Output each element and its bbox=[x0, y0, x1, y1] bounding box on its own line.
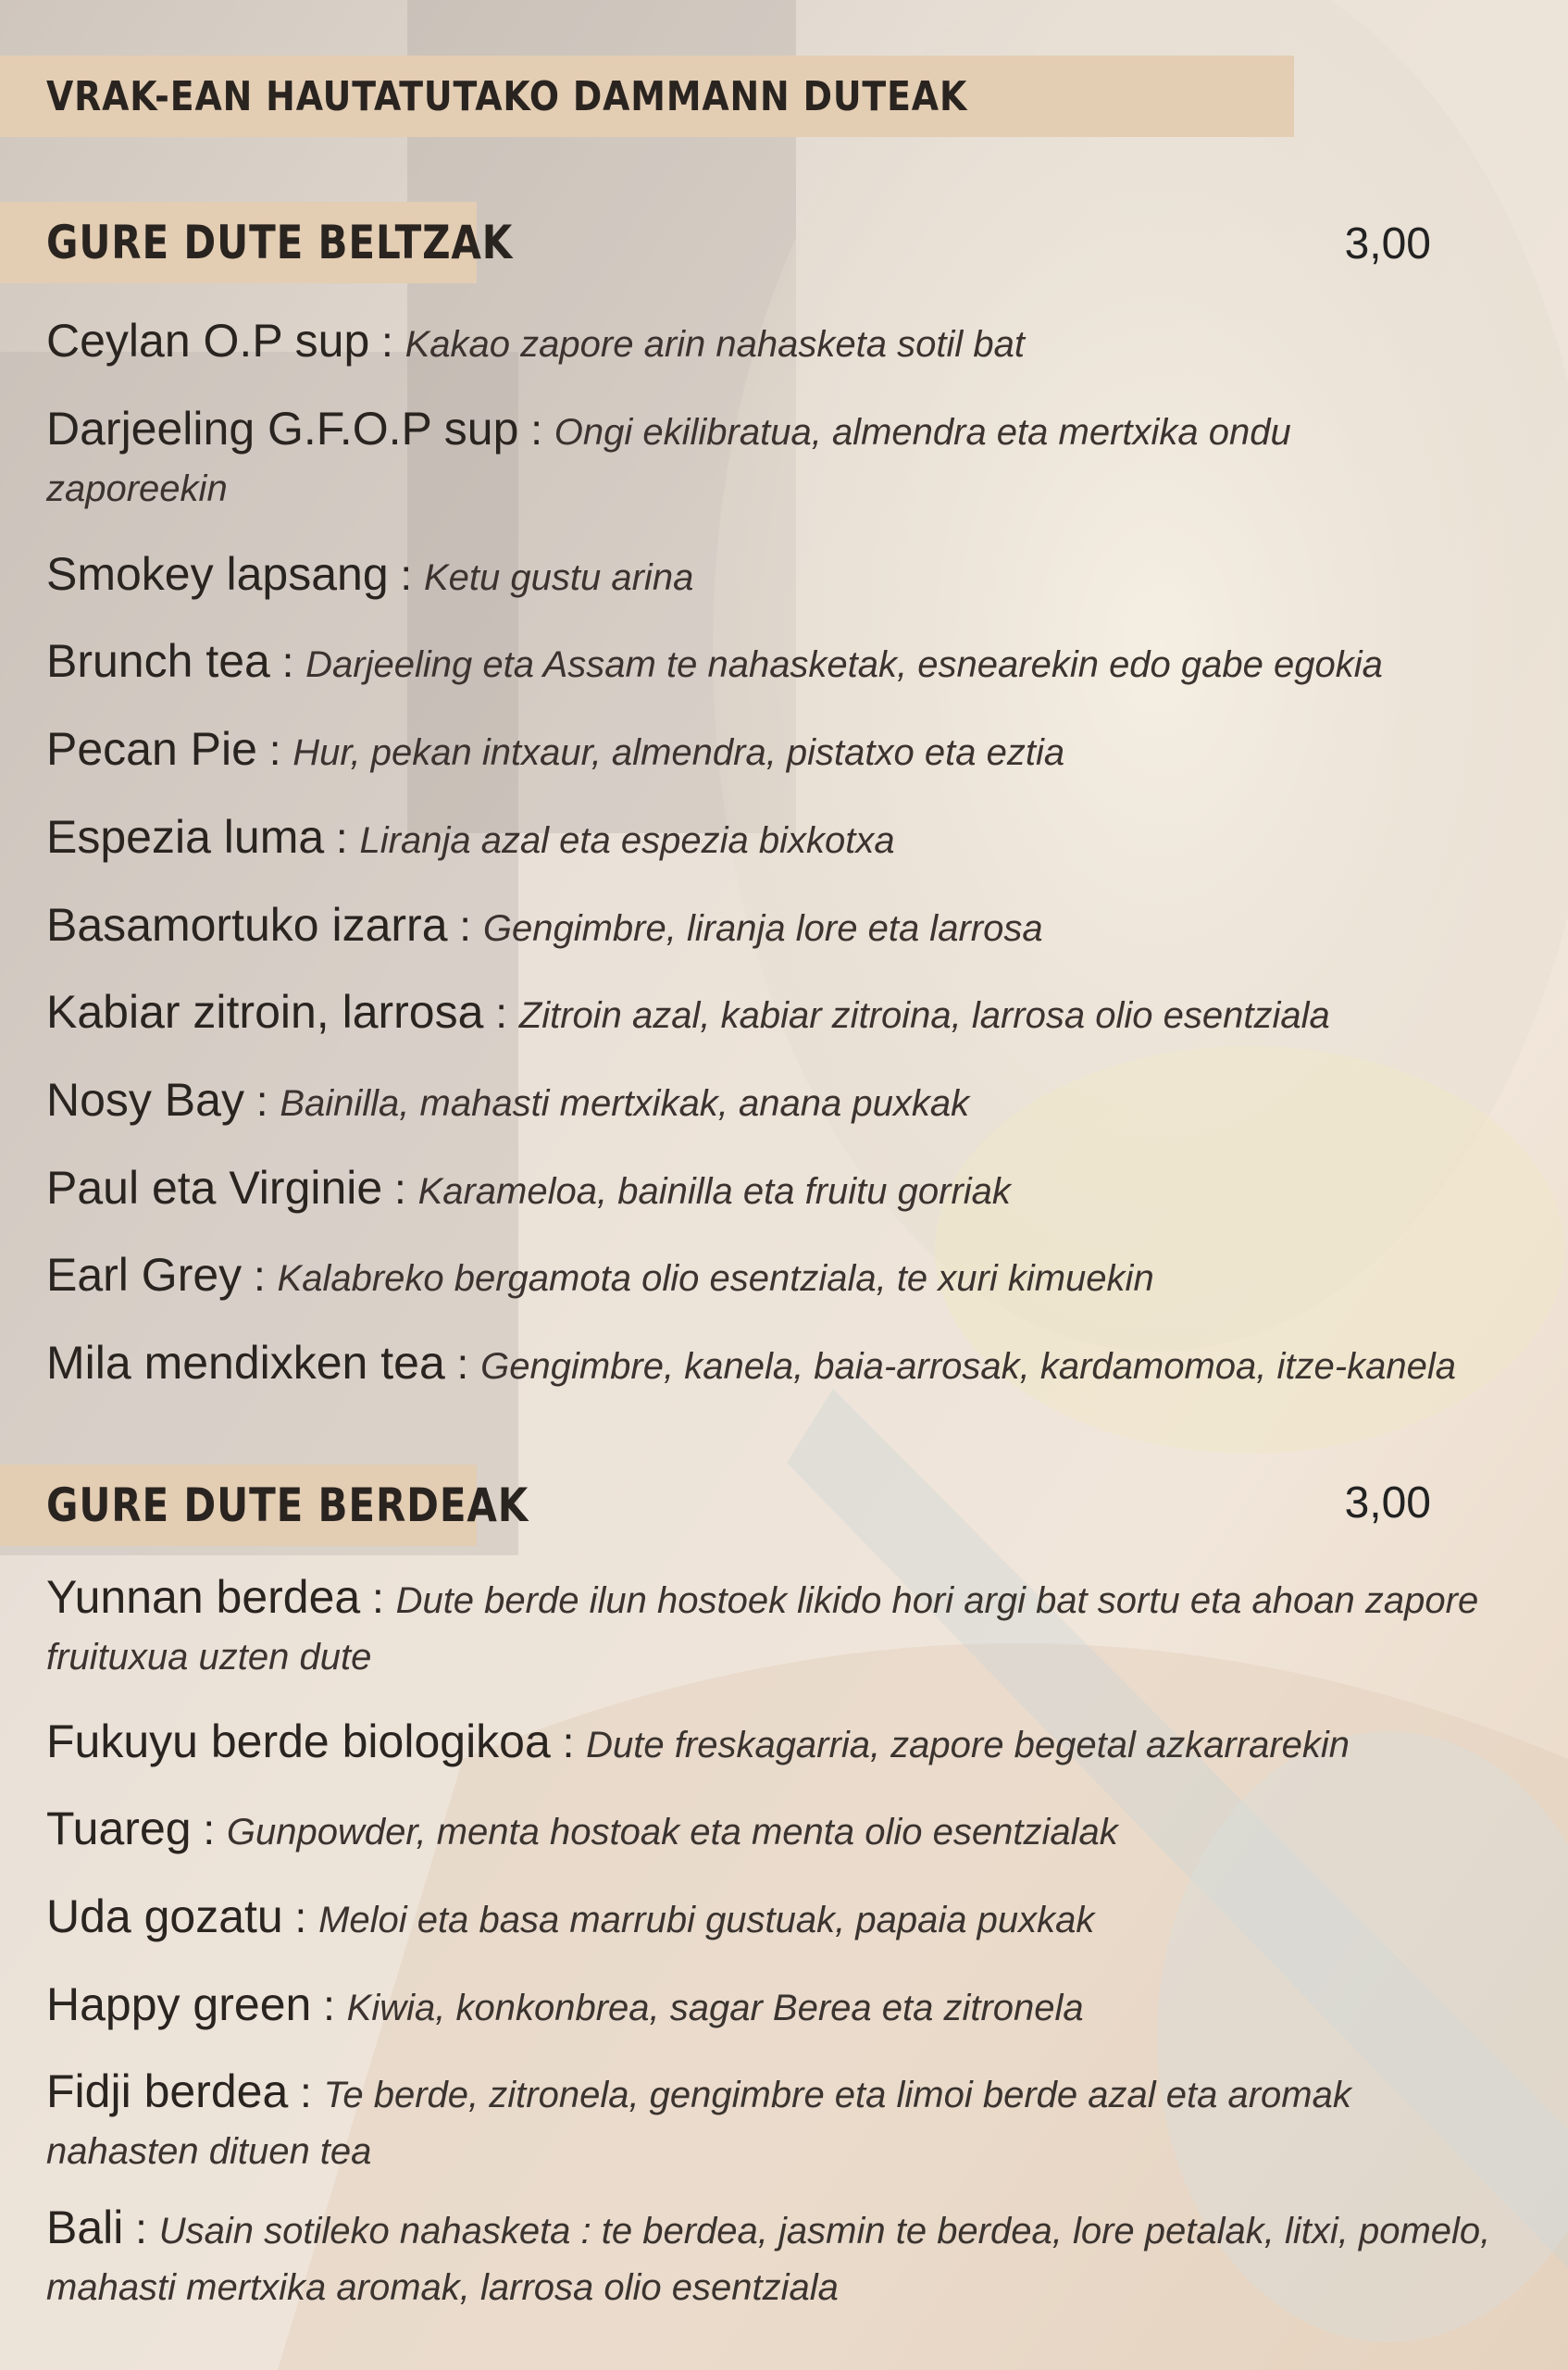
item-separator: : bbox=[447, 902, 483, 950]
item-name: Espezia luma bbox=[46, 811, 325, 863]
item-description: Karameloa, bainilla eta fruitu gorriak bbox=[417, 1171, 1011, 1212]
item-name: Fukuyu berde biologikoa bbox=[46, 1715, 551, 1767]
item-description: Darjeeling eta Assam te nahasketak, esnearekin edo gabe egokia bbox=[305, 644, 1383, 685]
item-description: Liranja azal eta espezia bixkotxa bbox=[359, 820, 895, 861]
item-name: Pecan Pie bbox=[46, 723, 257, 775]
menu-item bbox=[46, 1977, 1537, 2037]
item-separator: : bbox=[243, 1077, 280, 1125]
item-separator: : bbox=[288, 2068, 324, 2116]
section-price: 3,00 bbox=[1344, 1478, 1431, 1528]
menu-item bbox=[46, 313, 1537, 373]
item-description: Kakao zapore arin nahasketa sotil bat bbox=[404, 324, 1025, 365]
item-description: Hur, pekan intxaur, almendra, pistatxo eta eztia bbox=[292, 732, 1065, 773]
item-name: Ceylan O.P sup bbox=[46, 315, 370, 367]
section-title: GURE DUTE BELTZAK bbox=[46, 216, 514, 269]
item-name: Kabiar zitroin, larrosa bbox=[46, 986, 484, 1038]
menu-item bbox=[46, 984, 1537, 1044]
item-description: Ongi ekilibratua, almendra eta mertxika ondu zaporeekin bbox=[46, 412, 1291, 509]
item-separator: : bbox=[444, 1340, 481, 1388]
item-name: Nosy Bay bbox=[46, 1074, 244, 1126]
menu-item bbox=[46, 633, 1537, 693]
menu-item bbox=[46, 1072, 1537, 1132]
item-separator: : bbox=[123, 2204, 159, 2252]
item-name: Bali bbox=[46, 2202, 124, 2253]
item-name: Mila mendixken tea bbox=[46, 1337, 445, 1389]
item-name: Tuareg bbox=[46, 1802, 192, 1854]
menu-item bbox=[46, 1801, 1537, 1861]
item-name: Uda gozatu bbox=[46, 1890, 283, 1942]
item-name: Smokey lapsang bbox=[46, 548, 389, 600]
item-separator: : bbox=[483, 989, 519, 1037]
item-separator: : bbox=[282, 1893, 319, 1941]
menu-item bbox=[46, 2200, 1500, 2316]
item-separator: : bbox=[311, 1981, 347, 2029]
item-description: Kalabreko bergamota olio esentziala, te xuri kimuekin bbox=[277, 1258, 1154, 1299]
item-name: Brunch tea bbox=[46, 635, 270, 687]
menu-item bbox=[46, 897, 1537, 957]
item-separator: : bbox=[369, 318, 405, 366]
menu-item bbox=[46, 1160, 1537, 1220]
menu-item bbox=[46, 721, 1537, 781]
item-name: Happy green bbox=[46, 1978, 312, 2030]
item-separator: : bbox=[191, 1805, 227, 1853]
item-separator: : bbox=[269, 638, 306, 686]
menu-item bbox=[46, 546, 1537, 606]
section-title: GURE DUTE BERDEAK bbox=[46, 1478, 529, 1532]
item-description: Gunpowder, menta hostoak eta menta olio esentzialak bbox=[226, 1812, 1118, 1852]
item-description: Dute berde ilun hostoek likido hori argi bat sortu eta ahoan zapore fruituxua uzten dute bbox=[46, 1580, 1479, 1678]
item-name: Darjeeling G.F.O.P sup bbox=[46, 403, 519, 455]
menu-item bbox=[46, 1569, 1490, 1686]
item-separator: : bbox=[518, 405, 554, 454]
menu-item bbox=[46, 2064, 1490, 2180]
item-separator: : bbox=[360, 1574, 396, 1622]
menu-item bbox=[46, 1335, 1537, 1395]
item-description: Bainilla, mahasti mertxikak, anana puxkak bbox=[280, 1083, 970, 1124]
item-separator: : bbox=[388, 551, 424, 599]
menu-item bbox=[46, 401, 1305, 518]
item-description: Te berde, zitronela, gengimbre eta limoi berde azal eta aromak nahasten dituen tea bbox=[46, 2075, 1351, 2172]
item-separator: : bbox=[256, 726, 293, 774]
item-description: Zitroin azal, kabiar zitroina, larrosa olio esentziala bbox=[518, 995, 1330, 1036]
section-banner-green-teas bbox=[0, 1465, 529, 1546]
menu-item bbox=[46, 809, 1537, 869]
item-description: Meloi eta basa marrubi gustuak, papaia puxkak bbox=[318, 1900, 1095, 1940]
item-description: Kiwia, konkonbrea, sagar Berea eta zitronela bbox=[346, 1988, 1084, 2028]
item-description: Ketu gustu arina bbox=[424, 557, 694, 598]
item-separator: : bbox=[242, 1252, 278, 1300]
item-name: Fidji berdea bbox=[46, 2065, 289, 2117]
item-name: Paul eta Virginie bbox=[46, 1162, 383, 1214]
item-description: Usain sotileko nahasketa : te berdea, jasmin te berdea, lore petalak, litxi, pomelo, mahasti mertxika aromak, larrosa olio esentziala bbox=[46, 2211, 1491, 2308]
item-description: Gengimbre, kanela, baia-arrosak, kardamomoa, itze-kanela bbox=[480, 1346, 1456, 1387]
item-separator: : bbox=[324, 814, 360, 862]
item-name: Earl Grey bbox=[46, 1249, 243, 1301]
item-description: Gengimbre, liranja lore eta larrosa bbox=[482, 908, 1043, 949]
menu-title: VRAK-EAN HAUTATUTAKO DAMMANN DUTEAK bbox=[46, 72, 968, 120]
menu-item bbox=[46, 1714, 1537, 1774]
section-banner-black-teas bbox=[0, 202, 514, 283]
item-name: Yunnan berdea bbox=[46, 1571, 361, 1623]
section-price: 3,00 bbox=[1344, 219, 1431, 268]
item-description: Dute freskagarria, zapore begetal azkarrarekin bbox=[586, 1725, 1350, 1765]
menu-item bbox=[46, 1247, 1537, 1307]
item-separator: : bbox=[550, 1718, 587, 1766]
item-name: Basamortuko izarra bbox=[46, 899, 448, 951]
item-separator: : bbox=[382, 1165, 418, 1213]
menu-item bbox=[46, 1889, 1537, 1949]
menu-title-banner bbox=[0, 56, 1294, 137]
